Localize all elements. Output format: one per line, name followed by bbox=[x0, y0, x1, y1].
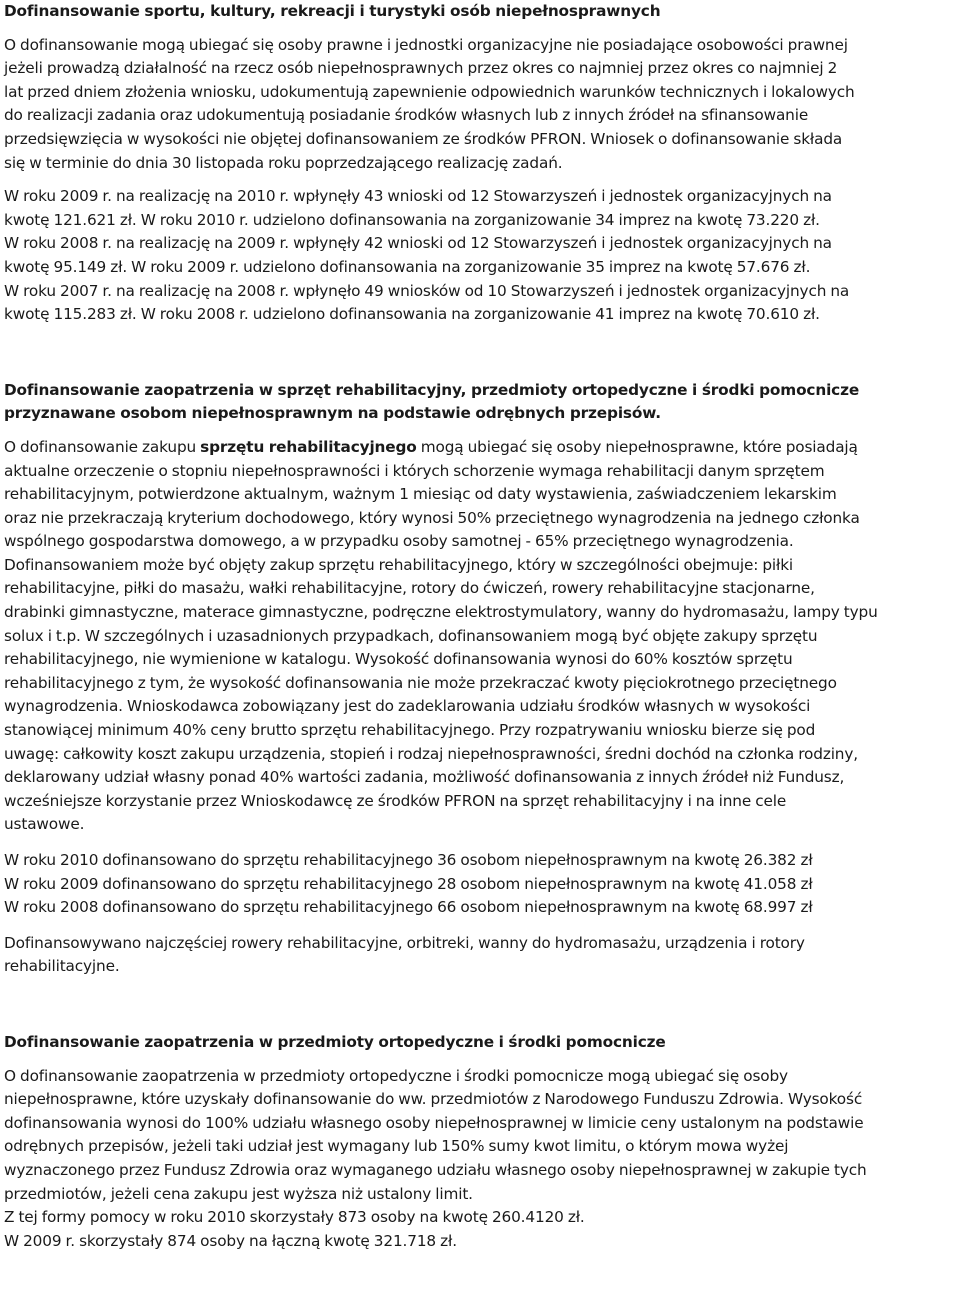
paragraph-orthopedic: O dofinansowanie zaopatrzenia w przedmioty ortopedyczne i środki pomocnicze mogą ubiegać się osoby niepełnosprawne, które uzyskały dofinansowanie do ww. przedmiotów z Narodowego Funduszu Zdrowia. Wysokość dofinansowania wynosi do 100% udziału własnego osoby niepełnosprawnej w limicie ceny ustalonym na podstawie odrębnych przepisów, jeżeli taki udział jest wymagany lub 150% sumy kwot limitu, o którym mowa wyżej wyznaczonego przez Fundusz Zdrowia oraz wymaganego udziału własnego osoby niepełnosprawnej w zakupie tych przedmiotów, jeżeli cena zakupu jest wyższa niż ustalony limit. Z tej formy pomocy w roku 2010 skorzystały 873 osoby na kwotę 260.4120 zł. W 2009 r. skorzystały 874 osoby na łączną kwotę 321.718 zł. bbox=[4, 1066, 867, 1250]
bold-term-rehab-equipment: sprzętu rehabilitacyjnego bbox=[200, 437, 417, 456]
section-heading-orthopedic: Dofinansowanie zaopatrzenia w przedmioty ortopedyczne i środki pomocnicze bbox=[4, 1032, 666, 1051]
paragraph-sport-statistics: W roku 2009 r. na realizację na 2010 r. wpłynęły 43 wnioski od 12 Stowarzyszeń i jednostek organizacyjnych na kwotę 121.621 zł. W roku 2010 r. udzielono dofinansowania na zorganizowanie 34 imprez na kwotę 73.220 zł. W roku 2008 r. na realizację na 2009 r. wpłynęły 42 wnioski od 12 Stowarzyszeń i jednostek organizacyjnych na kwotę 95.149 zł. W roku 2009 r. udzielono dofinansowania na zorganizowanie 35 imprez na kwotę 57.676 zł. W roku 2007 r. na realizację na 2008 r. wpłynęło 49 wniosków od 10 Stowarzyszeń i jednostek organizacyjnych na kwotę 115.283 zł. W roku 2008 r. udzielono dofinansowania na zorganizowanie 41 imprez na kwotę 70.610 zł. bbox=[4, 187, 850, 324]
paragraph-rehab-eligibility: O dofinansowanie zakupu sprzętu rehabilitacyjnego mogą ubiegać się osoby niepełnosprawne, które posiadają aktualne orzeczenie o stopniu niepełnosprawności i których schorzenie wymaga rehabilitacji danym sprzętem rehabilitacyjnym, potwierdzone aktualnym, ważnym 1 miesiąc od daty wystawienia, zaświadczeniem lekarskim oraz nie przekraczają kryterium dochodowego, który wynosi 50% przeciętnego wynagrodzenia na jednego członka wspólnego gospodarstwa domowego, a w przypadku osoby samotnej - 65% przeciętnego wynagrodzenia. Dofinansowaniem może być objęty zakup sprzętu rehabilitacyjnego, który w szczególności obejmuje: piłki rehabilitacyjne, piłki do masażu, wałki rehabilitacyjne, rotory do ćwiczeń, rowery rehabilitacyjne stacjonarne, drabinki gimnastyczne, materace gimnastyczne, podręczne elektrostymulatory, wanny do hydromasażu, lampy typu solux i t.p. W szczególnych i uzasadnionych przypadkach, dofinansowaniem mogą być objęte zakupy sprzętu rehabilitacyjnego, nie wymienione w katalogu. Wysokość dofinansowania wynosi do 60% kosztów sprzętu rehabilitacyjnego z tym, że wysokość dofinansowania nie może przekraczać kwoty pięciokrotnego przeciętnego wynagrodzenia. Wnioskodawca zobowiązany jest do zadeklarowania udziału środków własnych w wysokości stanowiącej minimum 40% ceny brutto sprzętu rehabilitacyjnego. Przy rozpatrywaniu wniosku bierze się pod uwagę: całkowity koszt zakupu urządzenia, stopień i rodzaj niepełnosprawności, średni dochód na członka rodziny, deklarowany udział własny ponad 40% wartości zadania, możliwość dofinansowania z innych źródeł niż Fundusz, wcześniejsze korzystanie przez Wnioskodawcę ze środków PFRON na sprzęt rehabilitacyjny i na inne cele ustawowe. bbox=[4, 437, 878, 834]
section-heading-sport-culture: Dofinansowanie sportu, kultury, rekreacji i turystyki osób niepełnosprawnych bbox=[4, 2, 661, 20]
section-heading-rehab-equipment: Dofinansowanie zaopatrzenia w sprzęt rehabilitacyjny, przedmioty ortopedyczne i środki pomocnicze przyznawane osobom niepełnosprawnym na podstawie odrębnych przepisów. bbox=[4, 380, 860, 423]
paragraph-rehab-statistics: W roku 2010 dofinansowano do sprzętu rehabilitacyjnego 36 osobom niepełnosprawnym na kwotę 26.382 zł W roku 2009 dofinansowano do sprzętu rehabilitacyjnego 28 osobom niepełnosprawnym na kwotę 41.058 zł W roku 2008 dofinansowano do sprzętu rehabilitacyjnego 66 osobom niepełnosprawnym na kwotę 68.997 zł bbox=[4, 851, 813, 917]
paragraph-rehab-most-common: Dofinansowywano najczęściej rowery rehabilitacyjne, orbitreki, wanny do hydromasażu, urządzenia i rotory rehabilitacyjne. bbox=[4, 933, 805, 976]
paragraph-sport-eligibility: O dofinansowanie mogą ubiegać się osoby prawne i jednostki organizacyjne nie posiadające osobowości prawnej jeżeli prowadzą działalność na rzecz osób niepełnosprawnych przez okres co najmniej przez okres co najmniej 2 lat przed dniem złożenia wniosku, udokumentują zapewnienie odpowiednich warunków technicznych i lokalowych do realizacji zadania oraz udokumentują posiadanie środków własnych lub z innych źródeł na sfinansowanie przedsięwzięcia w wysokości nie objętej dofinansowaniem ze środków PFRON. Wniosek o dofinansowanie składa się w terminie do dnia 30 listopada roku poprzedzającego realizację zadań. bbox=[4, 35, 855, 172]
